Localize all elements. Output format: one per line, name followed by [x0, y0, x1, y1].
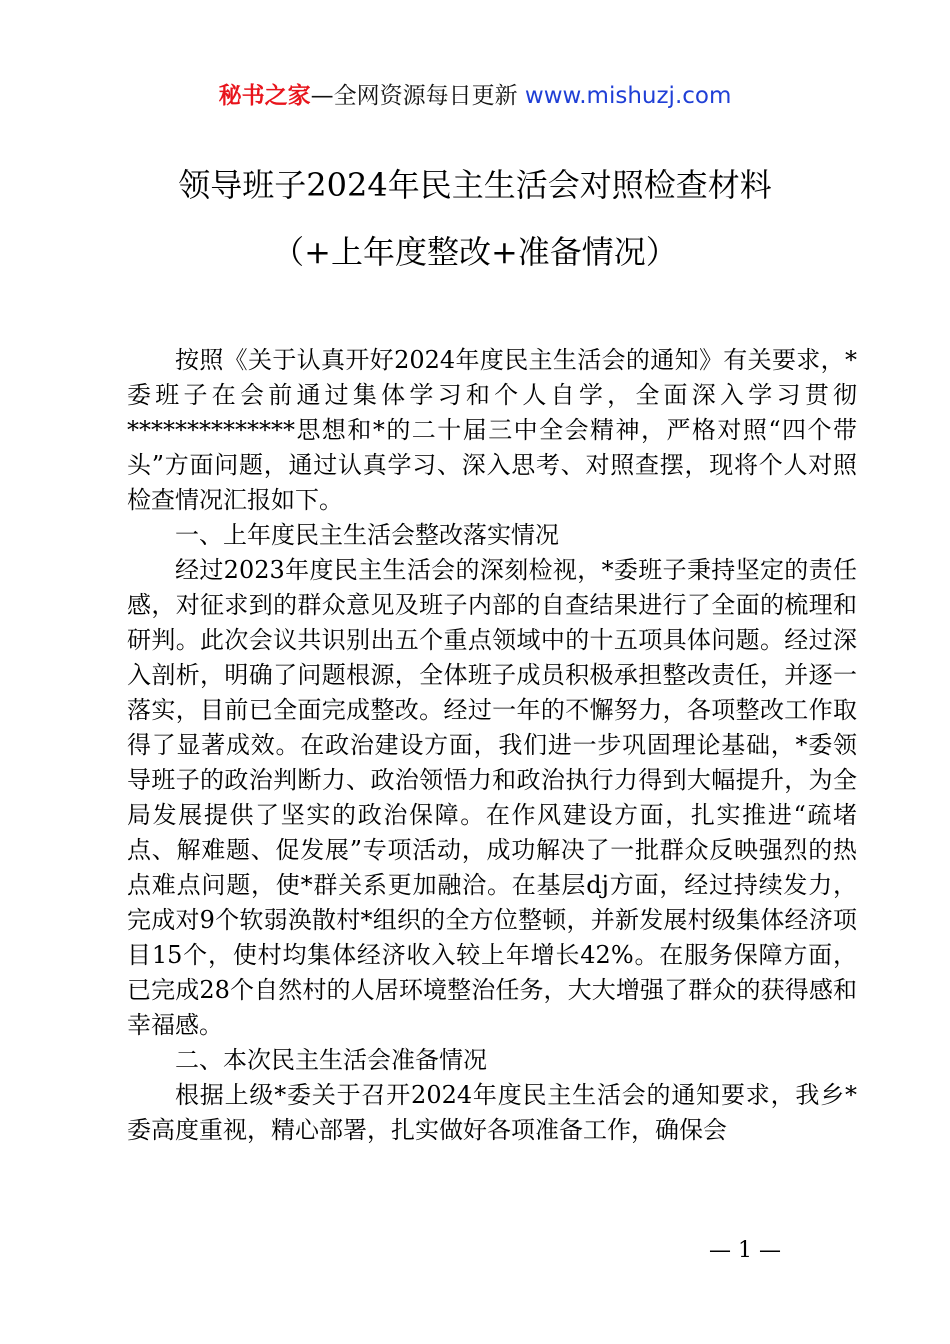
section-heading-2: 二、本次民主生活会准备情况 — [175, 1046, 487, 1074]
document-title: 领导班子2024年民主生活会对照检查材料 — [178, 166, 772, 204]
section-1-paragraph: 经过2023年度民主生活会的深刻检视，*委班子秉持坚定的责任感，对征求到的群众意见及班子内部的自查结果进行了全面的梳理和研判。此次会议共识别出五个重点领域中的十五项具体问题。经过深入剖析，明确了问题根源，全体班子成员积极承担整改责任，并逐一落实，目前已全面完成整改。经过一年的不懈努力，各项整改工作取得了显著成效。在政治建设方面，我们进一步巩固理论基础，*委领导班子的政治判断力、政治领悟力和政治执行力得到大幅提升，为全局发展提供了坚实的政治保障。在作风建设方面，扎实推进“疏堵点、解难题、促发展”专项活动，成功解决了一批群众反映强烈的热点难点问题，使*群关系更加融洽。在基层dj方面，经过持续发力，完成对9个软弱涣散村*组织的全方位整顿，并新发展村级集体经济项目15个，使村均集体经济收入较上年增长42%。在服务保障方面，已完成28个自然村的人居环境整治任务，大大增强了群众的获得感和幸福感。 — [127, 556, 857, 1039]
document-body — [127, 343, 857, 1148]
page-number: — 1 — — [709, 1238, 781, 1263]
site-header-banner — [0, 80, 950, 112]
section-2-paragraph: 根据上级*委关于召开2024年度民主生活会的通知要求，我乡*委高度重视，精心部署，扎实做好各项准备工作，确保会 — [127, 1081, 857, 1144]
section-heading-1: 一、上年度民主生活会整改落实情况 — [175, 521, 559, 549]
brand-name: 秘书之家 — [218, 83, 311, 109]
intro-paragraph: 按照《关于认真开好2024年度民主生活会的通知》有关要求，*委班子在会前通过集体学习和个人自学，全面深入学习贯彻**************思想和*的二十届三中全会精神，严格对照“四个带头”方面问题，通过认真学习、深入思考、对照查摆，现将个人对照检查情况汇报如下。 — [127, 346, 857, 514]
brand-slogan: —全网资源每日更新 — [310, 83, 518, 109]
document-subtitle: （+上年度整改+准备情况） — [272, 233, 678, 271]
site-url-link[interactable]: www.mishuzj.com — [524, 83, 732, 109]
